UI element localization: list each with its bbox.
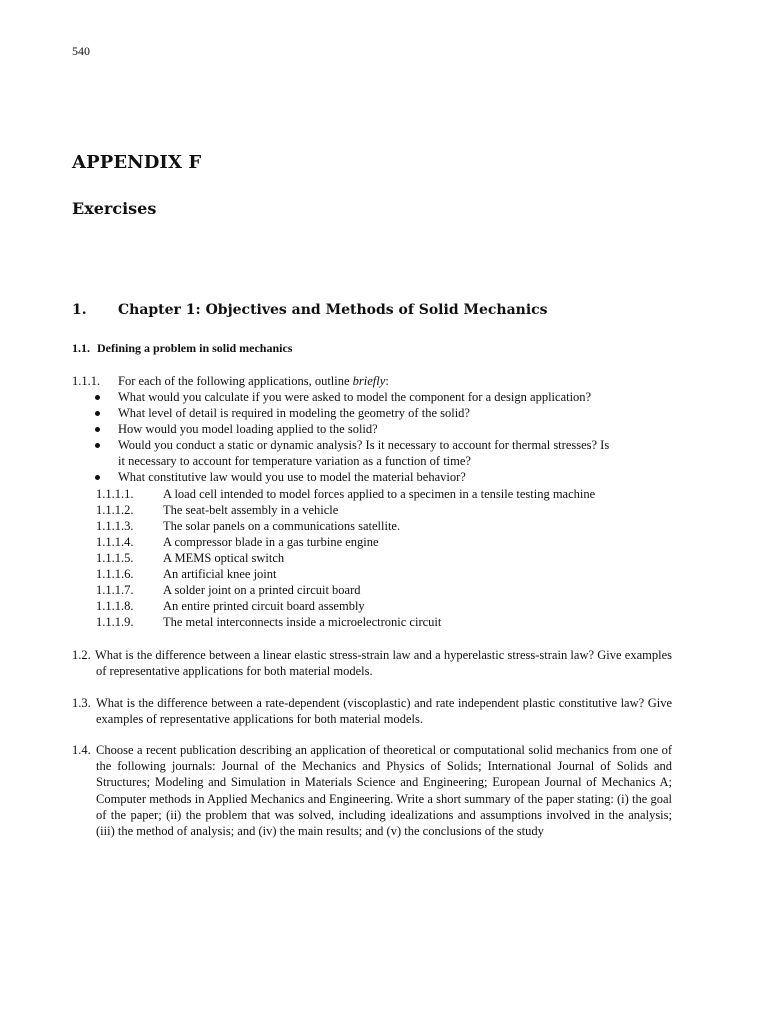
exercise-1-3-number: 1.3. <box>72 696 91 710</box>
application-number: 1.1.1.8. <box>96 599 134 613</box>
intro-suffix: : <box>385 374 389 388</box>
bullet-item: Would you conduct a static or dynamic analysis? Is it necessary to account for thermal stresses? Is <box>118 438 610 452</box>
section-heading <box>72 341 292 356</box>
application-text: A load cell intended to model forces applied to a specimen in a tensile testing machine <box>163 487 596 501</box>
exercise-1-4-number: 1.4. <box>72 743 91 757</box>
application-number: 1.1.1.6. <box>96 567 134 581</box>
bullet-item: What constitutive law would you use to model the material behavior? <box>118 470 466 484</box>
application-text: The seat-belt assembly in a vehicle <box>163 503 339 517</box>
application-text: A compressor blade in a gas turbine engine <box>163 535 379 549</box>
bullet-dot <box>95 443 100 448</box>
application-number: 1.1.1.2. <box>96 503 134 517</box>
application-number: 1.1.1.7. <box>96 583 134 597</box>
section-title: Defining a problem in solid mechanics <box>97 341 293 355</box>
application-text: A solder joint on a printed circuit board <box>163 583 361 597</box>
bullet-item: What would you calculate if you were asked to model the component for a design application? <box>118 390 592 404</box>
page-number: 540 <box>72 44 90 58</box>
application-number: 1.1.1.9. <box>96 615 134 629</box>
exercises-title: Exercises <box>72 199 157 218</box>
bullet-dot <box>95 475 100 480</box>
bullet-item-continuation: it necessary to account for temperature variation as a function of time? <box>118 454 471 468</box>
exercise-1-2-number: 1.2. <box>72 648 91 662</box>
exercise-1-1-1-number: 1.1.1. <box>72 374 101 388</box>
section-number: 1.1. <box>72 341 90 355</box>
appendix-title: APPENDIX F <box>72 152 202 173</box>
bullet-item: How would you model loading applied to the solid? <box>118 422 378 436</box>
exercise-1-1-1-intro <box>118 373 389 389</box>
application-number: 1.1.1.4. <box>96 535 134 549</box>
bullet-dot <box>95 395 100 400</box>
intro-prefix: For each of the following applications, outline <box>118 374 353 388</box>
bullet-dot <box>95 411 100 416</box>
application-text: A MEMS optical switch <box>163 551 285 565</box>
exercise-1-3-text: What is the difference between a rate-dependent (viscoplastic) and rate independent plastic constitutive law? Give examples of representative applications for both material models. <box>96 696 672 727</box>
application-number: 1.1.1.5. <box>96 551 134 565</box>
application-text: An entire printed circuit board assembly <box>163 599 365 613</box>
application-number: 1.1.1.1. <box>96 487 134 501</box>
application-number: 1.1.1.3. <box>96 519 134 533</box>
exercise-1-4-text: Choose a recent publication describing an application of theoretical or computational solid mechanics from one of the following journals: Journal of the Mechanics and Physics of Solids; International Journal of Solids and Structures; Modeling and Simulation in Materials Science and Engineering; European Journal of Mechanics A; Computer methods in Applied Mechanics and Engineering. Write a short summary of the paper stating: (i) the goal of the paper; (ii) the problem that was solved, including idealizations and assumptions involved in the analysis; (iii) the method of analysis; and (iv) the main results; and (v) the conclusions of the study <box>96 743 672 839</box>
chapter-title: Chapter 1: Objectives and Methods of Solid Mechanics <box>118 302 548 318</box>
bullet-dot <box>95 427 100 432</box>
chapter-number: 1. <box>72 302 87 318</box>
application-text: An artificial knee joint <box>163 567 277 581</box>
exercise-1-2-text: What is the difference between a linear elastic stress-strain law and a hyperelastic stress-strain law? Give examples of representative applications for both material models. <box>95 648 672 679</box>
bullet-item: What level of detail is required in modeling the geometry of the solid? <box>118 406 470 420</box>
application-text: The solar panels on a communications satellite. <box>163 519 401 533</box>
application-text: The metal interconnects inside a microelectronic circuit <box>163 615 442 629</box>
intro-emphasis: briefly <box>352 374 386 388</box>
